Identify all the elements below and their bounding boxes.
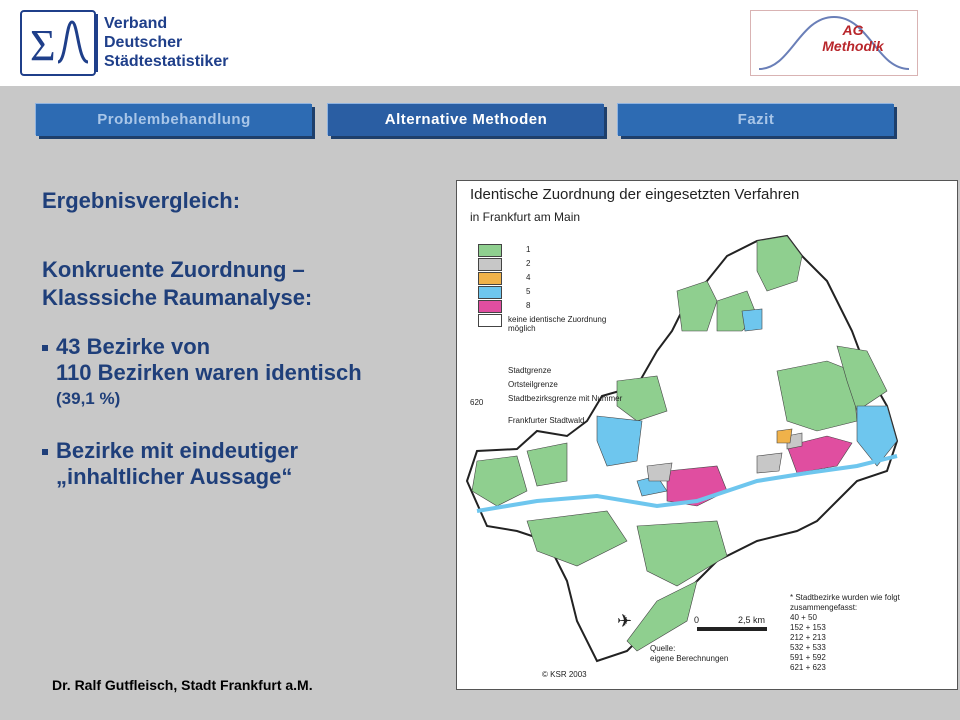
- legend-boundary-4: Frankfurter Stadtwald: [508, 416, 585, 425]
- ag-methodik-text: [818, 22, 888, 54]
- map-title: Identische Zuordnung der eingesetzten Verfahren: [470, 186, 800, 203]
- bullet-square-icon: [42, 345, 48, 351]
- legend-label-1: 1: [526, 245, 531, 254]
- subtitle-line-1: Konkruente Zuordnung –: [42, 257, 305, 282]
- nav-label: Problembehandlung: [97, 111, 251, 128]
- legend-swatch-5: [478, 286, 502, 299]
- nav-alternative-methoden[interactable]: [328, 104, 604, 136]
- legend-boundary-3: Stadtbezirksgrenze mit Nummer: [508, 394, 623, 403]
- legend-swatch-2: [478, 258, 502, 271]
- legend-swatch-1: [478, 244, 502, 257]
- legend-swatch-none: [478, 314, 502, 327]
- bullet-2-line-1: Bezirke mit eindeutiger: [56, 438, 299, 463]
- note-row: 591 + 592: [790, 653, 826, 662]
- map-subtitle: in Frankfurt am Main: [470, 210, 581, 224]
- source-line-1: Quelle:: [650, 644, 676, 653]
- note-row: 152 + 153: [790, 623, 826, 632]
- bullet-square-icon: [42, 449, 48, 455]
- ag-text-line-2: Methodik: [822, 38, 884, 54]
- legend-swatch-8: [478, 300, 502, 313]
- ag-text-line-1: AG: [842, 22, 864, 38]
- svg-text:Σ: Σ: [30, 21, 56, 70]
- legend-label-8: 8: [526, 301, 531, 310]
- legend-label-2: 2: [526, 259, 531, 268]
- note-title: * Stadtbezirke wurden wie folgt zusammengefasst:: [790, 593, 900, 612]
- nav-problembehandlung[interactable]: [36, 104, 312, 136]
- bullet-1-line-2: 110 Bezirken waren identisch: [56, 360, 362, 385]
- bullet-2: [42, 438, 298, 490]
- header-bar: [0, 0, 960, 86]
- org-name: [104, 14, 229, 71]
- note-row: 212 + 213: [790, 633, 826, 642]
- bullet-2-line-2: „inhaltlicher Aussage“: [56, 464, 293, 489]
- sigma-curve-icon: [22, 12, 94, 74]
- scale-start: 0: [694, 615, 700, 625]
- legend-swatch-4: [478, 272, 502, 285]
- note-row: 621 + 623: [790, 663, 826, 672]
- legend-boundary-2: Ortsteilgrenze: [508, 380, 558, 389]
- merge-note: [790, 593, 900, 673]
- legend-label-4: 4: [526, 273, 531, 282]
- org-line-1: Verband: [104, 15, 168, 32]
- copyright-text: KSR 2003: [550, 670, 587, 679]
- copyright-icon: ©: [542, 670, 548, 679]
- subtitle-line-2: Klasssiche Raumanalyse:: [42, 285, 313, 310]
- nav-label: Fazit: [737, 111, 775, 128]
- map-source: [650, 644, 728, 664]
- bullet-1: [42, 334, 362, 412]
- org-line-3: Städtestatistiker: [104, 53, 229, 70]
- map-copyright: [542, 670, 587, 680]
- vds-logo: [20, 10, 96, 76]
- legend-boundary-sample: 620: [470, 398, 484, 407]
- nav-fazit[interactable]: [618, 104, 894, 136]
- author-footer: Dr. Ralf Gutfleisch, Stadt Frankfurt a.M.: [52, 677, 313, 693]
- legend-label-none: keine identische Zuordnung möglich: [508, 315, 607, 333]
- svg-text:✈: ✈: [617, 611, 633, 632]
- note-row: 40 + 50: [790, 613, 817, 622]
- bullet-1-line-1: 43 Bezirke von: [56, 334, 211, 359]
- legend-boundary-1: Stadtgrenze: [508, 366, 552, 375]
- page-title: Ergebnisvergleich:: [42, 188, 241, 213]
- legend-label-5: 5: [526, 287, 531, 296]
- bullet-1-percent: (39,1 %): [56, 389, 121, 408]
- source-line-2: eigene Berechnungen: [650, 654, 729, 663]
- subtitle: [42, 256, 312, 312]
- org-line-2: Deutscher: [104, 34, 183, 51]
- scale-end: 2,5 km: [738, 615, 766, 625]
- nav-label: Alternative Methoden: [384, 111, 548, 128]
- note-row: 532 + 533: [790, 643, 826, 652]
- logo-divider: [96, 14, 98, 72]
